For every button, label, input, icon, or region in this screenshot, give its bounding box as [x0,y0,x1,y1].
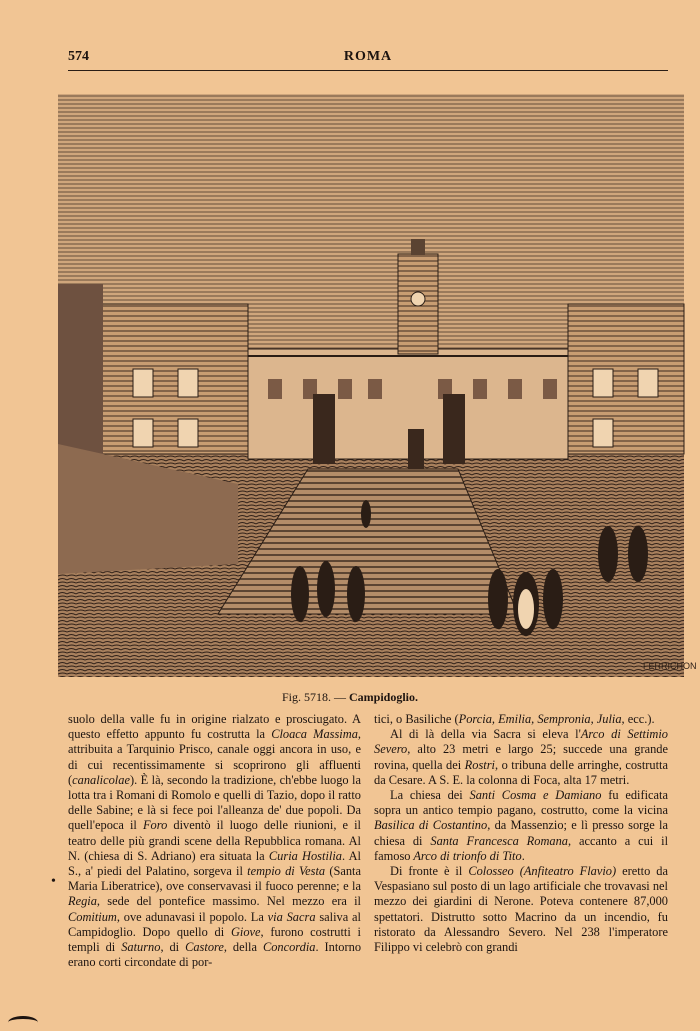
text-run: fu edificata sopra un antico tempio pagano, costrutto, come la vicina [374,788,668,818]
text-run: , furono costrutti i templi di [68,924,361,955]
running-title: ROMA [343,49,393,64]
left-column-text [68,712,361,970]
text-run-italic: Saturno [121,940,161,955]
text-run-italic: Colosseo (Anfiteatro Flavio) [462,864,617,879]
text-run-italic: Regia [68,894,97,909]
text-run-italic: Basilica di Costantino [374,818,488,833]
text-run: , o tribuna delle arringhe, costrutta da Cesare. A S. E. la colonna di Foca, alta 17 metri. [374,757,668,787]
text-run: , di [160,940,180,955]
text-run: ecc.). [624,712,655,726]
text-run-italic: via Sacra [267,909,316,924]
engraver-signature: FERRICHON [643,661,697,671]
text-run: . [521,848,525,863]
text-run: saliva al Campidoglio. Dopo quello di [68,909,361,939]
text-run-italic: Castore [185,940,224,955]
text-run-italic: Santi Cosma e Damiano [462,788,602,803]
text-run: . Al S., a' piedi del Palatino, sorgeva il [68,848,361,879]
text-run: Al di là della via Sacra si eleva l' [390,727,581,742]
text-run-italic: Cloaca Massima [271,727,358,742]
text-run-italic: Foro [142,818,168,833]
text-run-italic: Concordia [262,940,316,955]
text-run: La chiesa dei [390,788,463,803]
text-run-italic: canalicolae [72,772,130,787]
right-column-text [374,712,668,955]
scan-artifact [8,1016,38,1029]
text-run: (Santa Maria Liberatrice), ove conservavasi il fuoco perenne; e la [68,864,361,894]
text-run: Di fronte è il [390,864,463,879]
figure-caption [0,690,700,705]
text-run: ). È là, secondo la tradizione, ch'ebbe luogo la lotta tra i Romani di Romolo e quelli di Tazio, dopo il ratto delle Sabine; e là si fece poi l'alleanza de' due popoli. Da quell'epoca il [68,772,361,833]
figure-title: Campidoglio. [349,690,419,704]
text-run-italic: Arco di Settimio Severo [374,727,668,757]
page-number: 574 [68,49,89,64]
text-run: , accanto a cui il famoso [374,833,669,863]
text-run: suolo della valle fu in origine rialzato e prosciugato. A questo effetto appunto fu costrutta la [68,712,361,742]
text-run: , alto 23 metri e largo 25; succede una grande rovina, quella dei [374,742,668,772]
text-run: eretto da Vespasiano sul posto di un lago artificiale che trovavasi nel mezzo dei giardini di Nerone. Poteva contenere 87,000 spettatori. Distrutto sotto Macrino da un incendio, fu ristorato da Alessandro Severo. Nel 238 l'imperatore Filippo vi celebrò con grandi [374,864,668,955]
text-run-italic: Rostri [461,757,495,772]
margin-mark: • [51,874,56,889]
engraving-campidoglio [58,94,697,677]
header-rule [68,70,668,71]
text-run-italic: Arco di trionfo di Tito [410,848,522,863]
text-run: tici, o Basiliche ( [374,712,459,726]
text-run: , ove adunavasi il popolo. La [116,909,264,924]
page-header [68,49,668,71]
text-run-italic: Porcia, Emilia, Sempronia, Julia, [458,712,625,726]
text-run-italic: tempio di Vesta [247,864,326,879]
text-run: diventò il luogo delle riunioni, e il teatro delle più grandi scene della Repubblica romana. Al N. (chiesa di S. Adriano) era situata la [68,818,361,863]
text-run-italic: Curia Hostilia [268,848,342,863]
text-run: , attribuita a Tarquinio Prisco, canale oggi ancora in uso, e di cui recentissimamente si scoprirono gli affluenti ( [68,727,361,787]
text-run: . Intorno erano corti circondate di por- [68,940,362,970]
text-run-italic: Comitium [68,909,117,924]
text-run: , della [223,940,257,955]
text-run-italic: Giove [230,924,261,939]
text-run: , sede del pontefice massimo. Nel mezzo era il [96,894,361,909]
text-run: , da Massenzio; e lì presso sorge la chiesa di [374,818,668,848]
text-run-italic: Santa Francesca Romana [422,833,568,848]
figure-number: Fig. 5718. — [281,690,346,704]
